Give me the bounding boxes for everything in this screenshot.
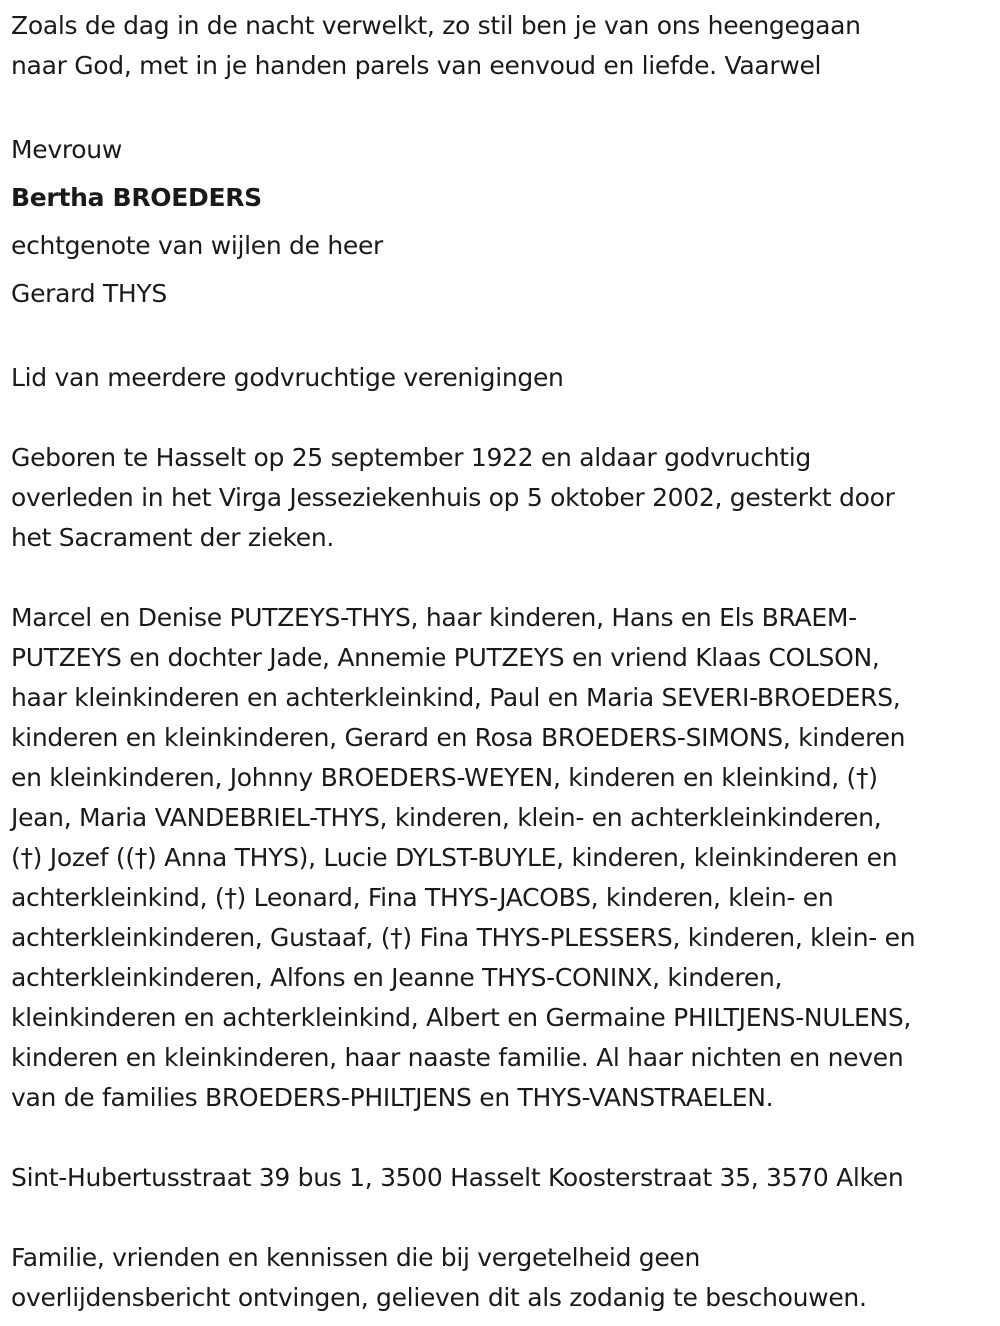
title: Mevrouw	[11, 135, 122, 164]
spacer	[11, 318, 996, 358]
family-list: Marcel en Denise PUTZEYS-THYS, haar kinderen, Hans en Els BRAEM- PUTZEYS en dochter Jade, Annemie PUTZEYS en vriend Klaas COLSON, haar kleinkinderen en achterkleinkind, Paul en Maria SEVERI-BROEDERS, kinderen en kleinkinderen, Gerard en Rosa BROEDERS-SIMONS, kinderen en kleinkinderen, Johnny BROEDERS-WEYEN, kinderen en kleinkind, (†) Jean, Maria VANDEBRIEL-THYS, kinderen, klein- en achterkleinkinderen, (†) Jozef ((†) Anna THYS), Lucie DYLST-BUYLE, kinderen, kleinkinderen en achterkleinkind, (†) Leonard, Fina THYS-JACOBS, kinderen, klein- en achterkleinkinderen, Gustaaf, (†) Fina THYS-PLESSERS, kinderen, klein- en achterkleinkinderen, Alfons en Jeanne THYS-CONINX, kinderen, kleinkinderen en achterkleinkind, Albert en Germaine PHILTJENS-NULENS, kinderen en kleinkinderen, haar naaste familie. Al haar nichten en neven van de families BROEDERS-PHILTJENS en THYS-VANSTRAELEN.	[11, 603, 916, 1112]
opening-verse: Zoals de dag in de nacht verwelkt, zo stil ben je van ons heengegaan naar God, met in je handen parels van eenvoud en liefde. Vaarwel	[11, 11, 861, 80]
deceased-name: Bertha BROEDERS	[11, 183, 262, 212]
spacer	[11, 86, 996, 126]
spouse-name: Gerard THYS	[11, 279, 167, 308]
spacer	[11, 1118, 996, 1158]
spacer	[11, 1198, 996, 1238]
spacer	[11, 558, 996, 598]
spacer	[11, 398, 996, 438]
obituary-notice	[11, 6, 996, 1318]
closing-note: Familie, vrienden en kennissen die bij vergetelheid geen overlijdensbericht ontvingen, gelieven dit als zodanig te beschouwen.	[11, 1243, 867, 1312]
membership: Lid van meerdere godvruchtige verenigingen	[11, 363, 564, 392]
spouse-label: echtgenote van wijlen de heer	[11, 231, 384, 260]
birth-death: Geboren te Hasselt op 25 september 1922 en aldaar godvruchtig overleden in het Virga Jesseziekenhuis op 5 oktober 2002, gesterkt door het Sacrament der zieken.	[11, 443, 895, 552]
addresses: Sint-Hubertusstraat 39 bus 1, 3500 Hasselt Koosterstraat 35, 3570 Alken	[11, 1163, 904, 1192]
